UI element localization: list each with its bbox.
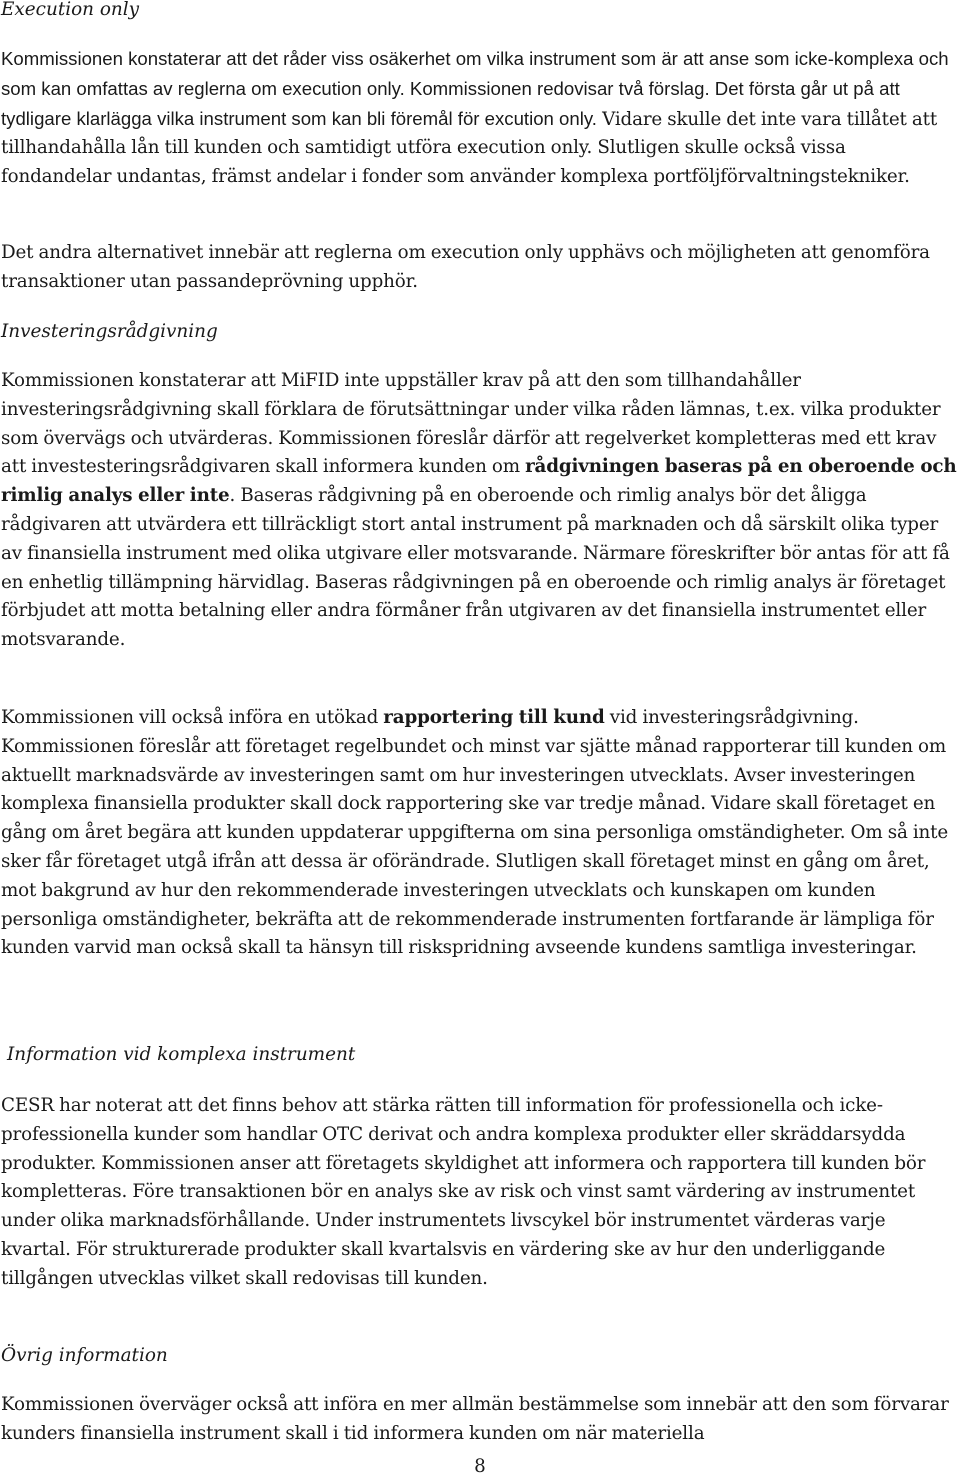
- paragraph-investeringsradgivning-1-a: Kommissionen konstaterar att MiFID inte uppställer krav på att den som tillhandahåller investeringsrådgivning skall förklara de förutsättningar under vilka råden lämnas, t.ex. vilka produkter som övervägs och utvärderas. Kommissionen föreslår därför att regelverket kompletteras med ett krav att investesteringsrådgivaren skall informera kunden om: [1, 370, 941, 478]
- paragraph-execution-only-1: [1, 45, 957, 192]
- emphasis-rapportering-till-kund: rapportering till kund: [383, 707, 605, 728]
- paragraph-investeringsradgivning-1: [1, 367, 957, 655]
- paragraph-execution-only-1-serif: Vidare skulle det inte vara tillåtet att tillhandahålla lån till kunden och samtidigt utföra execution only. Slutligen skulle också vissa fondandelar undantas, främst andelar i fonder som använder komplexa portföljförvaltningstekniker.: [1, 108, 938, 188]
- paragraph-information-komplexa-1: CESR har noterat att det finns behov att stärka rätten till information för professionella och icke-professionella kunder som handlar OTC derivat och andra komplexa produkter eller skräddarsydda produkter. Kommissionen anser att företagets skyldighet att informera och rapportera till kunden bör kompletteras. Före transaktionen bör en analys ske av risk och vinst samt värdering av instrumentet under olika marknadsförhållande. Under instrumentets livscykel bör instrumentet värderas varje kvartal. För strukturerade produkter skall kvartalsvis en värdering ske av hur den underliggande tillgången utvecklas vilket skall redovisas till kunden.: [1, 1095, 926, 1289]
- section-heading-information-komplexa: Information vid komplexa instrument: [7, 1044, 356, 1065]
- emphasis-oberoende-analys: rådgivningen baseras på en oberoende och rimlig analys eller inte: [1, 456, 957, 507]
- paragraph-investeringsradgivning-2: [1, 704, 957, 963]
- section-heading-execution-only: Execution only: [1, 0, 140, 20]
- paragraph-ovrig-information-1: Kommissionen överväger också att införa en mer allmän bestämmelse som innebär att den som förvarar kunders finansiella instrument skall i tid informera kunden om när materiella: [1, 1394, 949, 1444]
- page-number: 8: [474, 1456, 486, 1477]
- section-heading-investeringsradgivning: Investeringsrådgivning: [1, 321, 218, 342]
- paragraph-investeringsradgivning-2-b: vid investeringsrådgivning. Kommissionen föreslår att företaget regelbundet och minst var sjätte månad rapporterar till kunden om aktuellt marknadsvärde av investeringen samt om hur investeringen utvecklats. Avser investeringen komplexa finansiella produkter skall dock rapportering ske var tredje månad. Vidare skall företaget en gång om året begära att kunden uppdaterar uppgifterna om sina personliga omständigheter. Om så inte sker får företaget utgå ifrån att dessa är oförändrade. Slutligen skall företaget minst en gång om året, mot bakgrund av hur den rekommenderade investeringen utvecklats och kunskapen om kunden personliga omständigheter, bekräfta att de rekommenderade instrumenten fortfarande är lämpliga för kunden varvid man också skall ta hänsyn till riskspridning avseende kundens samtliga investeringar.: [1, 707, 949, 959]
- paragraph-execution-only-2: Det andra alternativet innebär att reglerna om execution only upphävs och möjligheten att genomföra transaktioner utan passandeprövning upphör.: [1, 242, 930, 292]
- paragraph-investeringsradgivning-2-a: Kommissionen vill också införa en utökad: [1, 707, 384, 728]
- paragraph-execution-only-1-sans: Kommissionen konstaterar att det råder viss osäkerhet om vilka instrument som är att anse som icke-komplexa och som kan omfattas av reglerna om execution only. Kommissionen redovisar två förslag. Det första går ut på att tydligare klarlägga vilka instrument som kan bli föremål för excution only.: [1, 48, 949, 129]
- section-heading-ovrig-information: Övrig information: [1, 1345, 168, 1366]
- paragraph-investeringsradgivning-1-b: . Baseras rådgivning på en oberoende och rimlig analys bör det åligga rådgivaren att utvärdera ett tillräckligt stort antal instrument på marknaden och då särskilt olika typer av finansiella instrument med olika utgivare eller motsvarande. Närmare föreskrifter bör antas för att få en enhetlig tillämpning härvidlag. Baseras rådgivningen på en oberoende och rimlig analys är företaget förbjudet att motta betalning eller andra förmåner från utgivaren av det finansiella instrumentet eller motsvarande.: [1, 485, 950, 651]
